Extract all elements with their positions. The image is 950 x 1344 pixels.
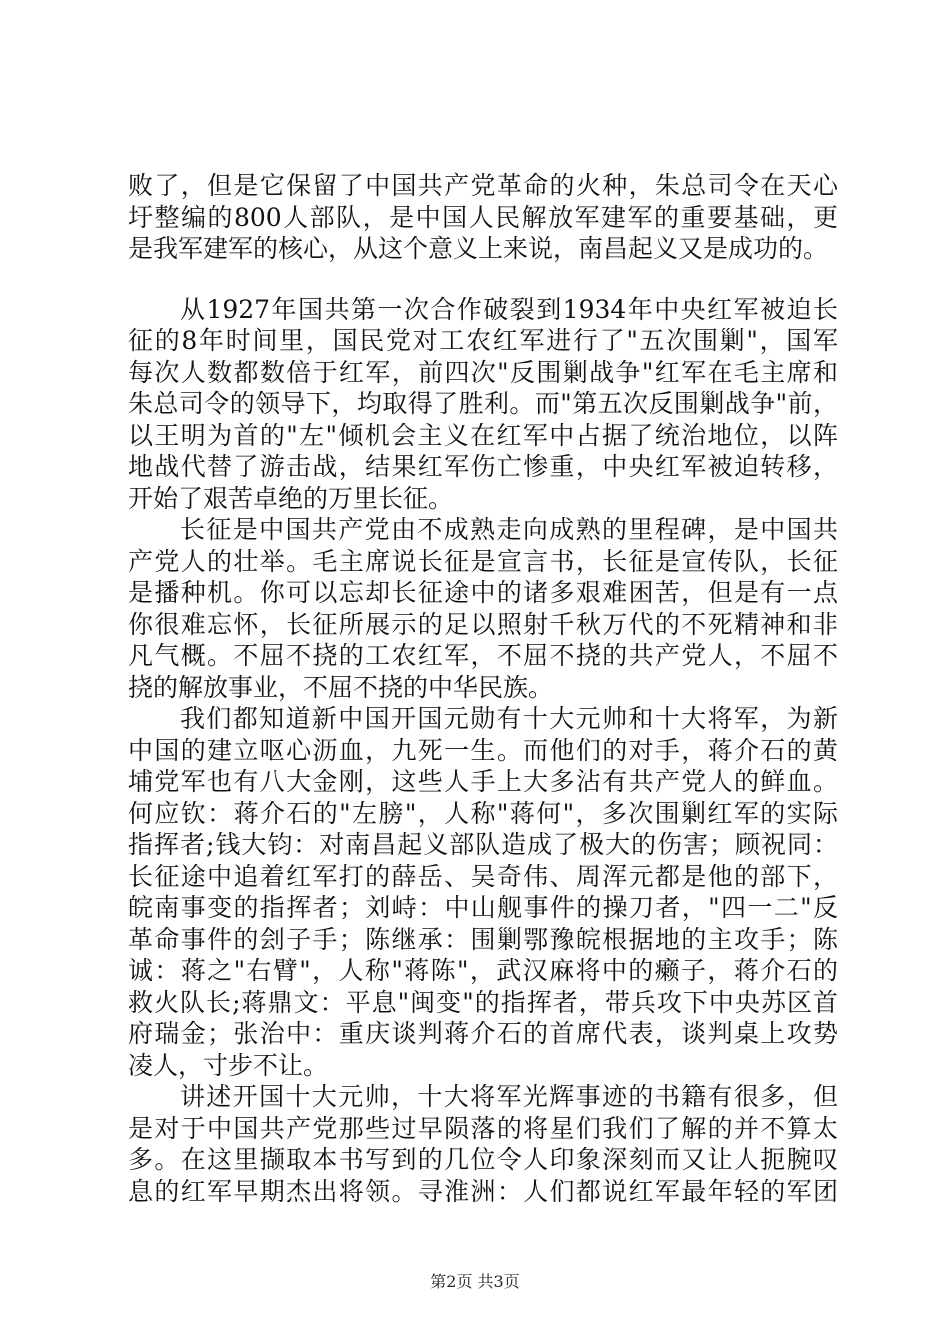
text-line: 长征是中国共产党由不成熟走向成熟的里程碑，是中国共 bbox=[180, 515, 838, 544]
text-line: 救火队长;蒋鼎文：平息"闽变"的指挥者，带兵攻下中央苏区首 bbox=[128, 987, 838, 1017]
text-line: 凡气概。不屈不挠的工农红军，不屈不挠的共产党人，不屈不 bbox=[128, 641, 838, 670]
text-line: 中国的建立呕心沥血，九死一生。而他们的对手，蒋介石的黄 bbox=[128, 735, 838, 765]
text-line: 多。在这里撷取本书写到的几位令人印象深刻而又让人扼腕叹 bbox=[128, 1145, 838, 1174]
text-line: 凌人，寸步不让。 bbox=[128, 1050, 329, 1080]
paragraph bbox=[128, 294, 838, 515]
text-line: 朱总司令的领导下，均取得了胜利。而"第五次反围剿战争"前， bbox=[128, 389, 838, 418]
text-line: 何应钦：蒋介石的"左膀"，人称"蒋何"，多次围剿红军的实际 bbox=[128, 798, 838, 828]
paragraph-spacer bbox=[128, 265, 838, 294]
text-line: 每次人数都数倍于红军，前四次"反围剿战争"红军在毛主席和 bbox=[128, 357, 838, 387]
paragraph bbox=[128, 703, 838, 1081]
text-line: 是播种机。你可以忘却长征途中的诸多艰难困苦，但是有一点 bbox=[128, 578, 838, 607]
text-line: 指挥者;钱大钧：对南昌起义部队造成了极大的伤害；顾祝同： bbox=[128, 830, 838, 859]
text-line: 皖南事变的指挥者；刘峙：中山舰事件的操刀者，"四一二"反 bbox=[128, 893, 838, 922]
text-line: 圩整编的800人部队，是中国人民解放军建军的重要基础，更 bbox=[128, 202, 838, 232]
text-line: 产党人的壮举。毛主席说长征是宣言书，长征是宣传队，长征 bbox=[128, 546, 838, 576]
text-line: 开始了艰苦卓绝的万里长征。 bbox=[128, 483, 454, 513]
text-line: 长征途中追着红军打的薛岳、吴奇伟、周浑元都是他的部下， bbox=[128, 861, 838, 891]
text-line: 诚：蒋之"右臂"，人称"蒋陈"，武汉麻将中的癞子，蒋介石的 bbox=[128, 956, 838, 985]
text-line: 是对于中国共产党那些过早陨落的将星们我们了解的并不算太 bbox=[128, 1113, 838, 1143]
text-line: 从1927年国共第一次合作破裂到1934年中央红军被迫长 bbox=[180, 294, 838, 324]
document-body bbox=[128, 170, 838, 1207]
text-line: 我们都知道新中国开国元勋有十大元帅和十大将军，为新 bbox=[180, 704, 838, 733]
text-line: 地战代替了游击战，结果红军伤亡惨重，中央红军被迫转移， bbox=[128, 452, 838, 481]
page-number-footer: 第2页 共3页 bbox=[430, 1272, 520, 1291]
text-line: 府瑞金；张治中：重庆谈判蒋介石的首席代表，谈判桌上攻势 bbox=[128, 1019, 838, 1048]
text-line: 息的红军早期杰出将领。寻淮洲：人们都说红军最年轻的军团 bbox=[128, 1176, 838, 1206]
text-line: 埔党军也有八大金刚，这些人手上大多沾有共产党人的鲜血。 bbox=[128, 767, 838, 796]
paragraph bbox=[128, 170, 838, 265]
text-line: 是我军建军的核心，从这个意义上来说，南昌起义又是成功的。 bbox=[128, 234, 829, 263]
text-line: 败了，但是它保留了中国共产党革命的火种，朱总司令在天心 bbox=[128, 171, 838, 200]
paragraph bbox=[128, 514, 838, 703]
text-line: 讲述开国十大元帅，十大将军光辉事迹的书籍有很多，但 bbox=[180, 1082, 838, 1111]
text-line: 以王明为首的"左"倾机会主义在红军中占据了统治地位，以阵 bbox=[128, 420, 838, 450]
text-line: 革命事件的刽子手；陈继承：围剿鄂豫皖根据地的主攻手；陈 bbox=[128, 924, 838, 954]
text-line: 征的8年时间里，国民党对工农红军进行了"五次围剿"，国军 bbox=[128, 326, 838, 355]
text-line: 你很难忘怀，长征所展示的足以照射千秋万代的不死精神和非 bbox=[128, 609, 838, 639]
paragraph bbox=[128, 1081, 838, 1207]
text-line: 挠的解放事业，不屈不挠的中华民族。 bbox=[128, 672, 554, 702]
